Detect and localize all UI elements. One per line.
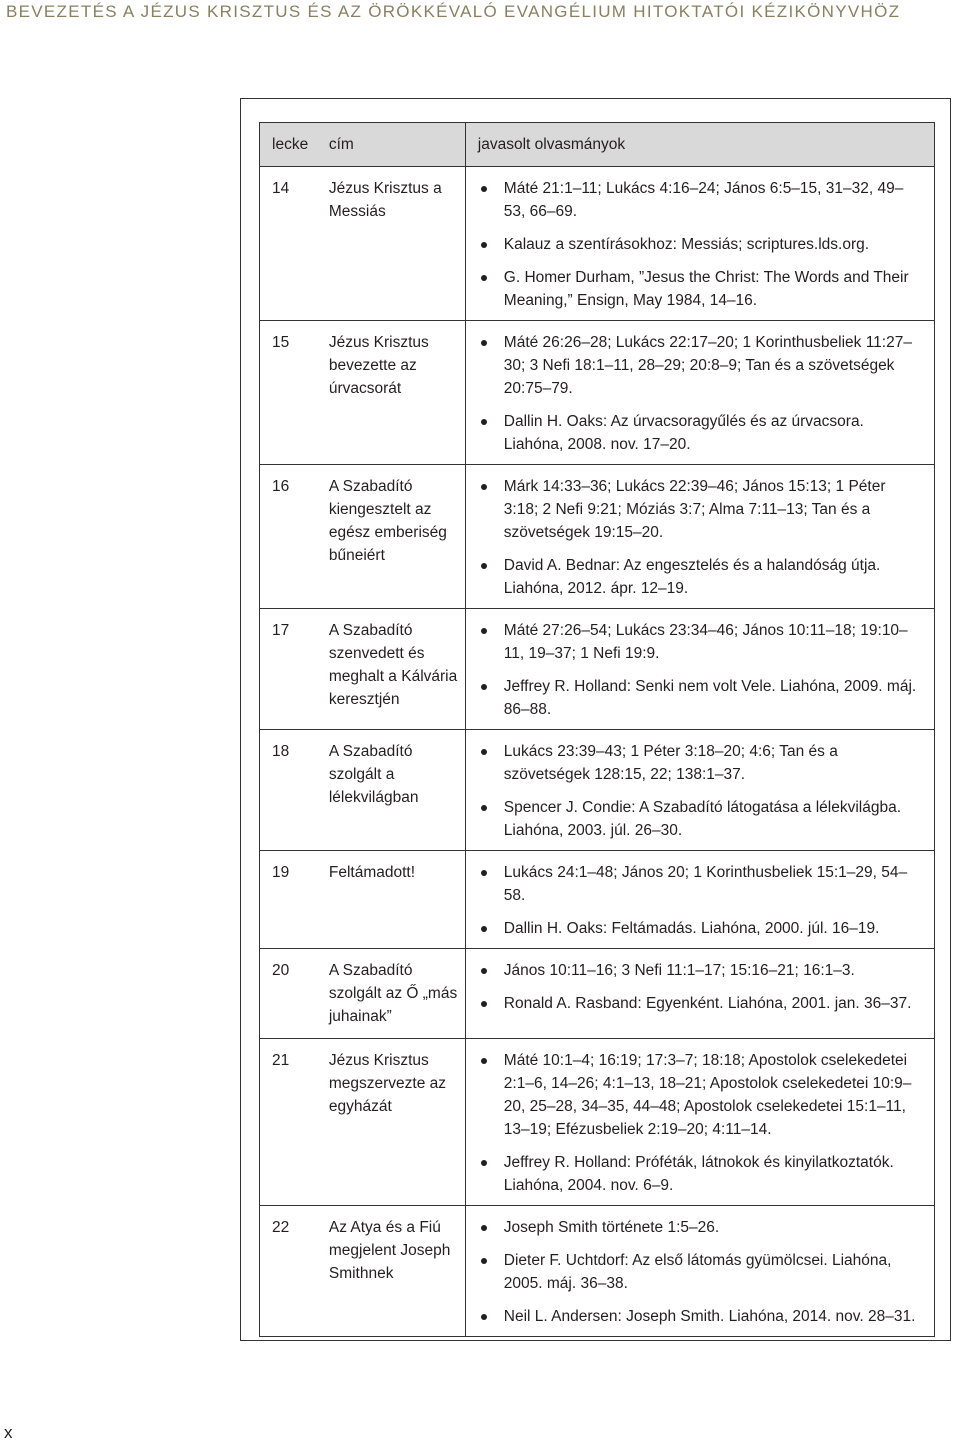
reading-item (478, 475, 924, 544)
table-row (260, 851, 935, 949)
readings-list (478, 959, 924, 1015)
lesson-title: A Szabadító szolgált a lélekvilágban (329, 730, 465, 851)
reading-item (478, 959, 924, 982)
bullet-icon (481, 628, 487, 634)
lesson-number: 21 (260, 1039, 329, 1206)
reading-item (478, 675, 924, 721)
reading-item (478, 861, 924, 907)
reading-item (478, 992, 924, 1015)
reading-item (478, 410, 924, 456)
reading-text: Máté 10:1–4; 16:19; 17:3–7; 18:18; Apostolok cselekedetei 2:1–6, 14–26; 4:1–13, 18–21; Apostolok cselekedetei 10:9–20, 25–28, 34–35, 44–48; Apostolok cselekedetei 15:1–11, 13–19; Efézusbeliek 2:19–20; 4:11–14. (503, 1052, 912, 1138)
lesson-number: 22 (260, 1206, 329, 1337)
reading-text: Spencer J. Condie: A Szabadító látogatása a lélekvilágba. Liahóna, 2003. júl. 26–30. (503, 799, 902, 839)
readings-list (478, 177, 924, 312)
readings-list (478, 619, 924, 721)
reading-item (478, 1151, 924, 1197)
table-row (260, 1039, 935, 1206)
reading-text: Jeffrey R. Holland: Senki nem volt Vele. Liahóna, 2009. máj. 86–88. (503, 678, 917, 718)
reading-text: Kalauz a szentírásokhoz: Messiás; scriptures.lds.org. (503, 236, 870, 253)
lesson-readings (465, 851, 934, 949)
reading-text: Lukács 24:1–48; János 20; 1 Korinthusbeliek 15:1–29, 54–58. (503, 864, 908, 904)
reading-text: Ronald A. Rasband: Egyenként. Liahóna, 2001. jan. 36–37. (503, 995, 912, 1012)
bullet-icon (481, 186, 487, 192)
lesson-number: 16 (260, 465, 329, 609)
lesson-title: Jézus Krisztus a Messiás (329, 167, 465, 321)
bullet-icon (481, 484, 487, 490)
lesson-readings (465, 609, 934, 730)
reading-item (478, 1216, 924, 1239)
reading-text: Máté 21:1–11; Lukács 4:16–24; János 6:5–15, 31–32, 49–53, 66–69. (503, 180, 904, 220)
reading-item (478, 917, 924, 940)
column-header-title: cím (329, 123, 465, 167)
lesson-readings (465, 465, 934, 609)
reading-text: János 10:11–16; 3 Nefi 11:1–17; 15:16–21; 16:1–3. (503, 962, 855, 979)
bullet-icon (481, 926, 487, 932)
lesson-readings (465, 1039, 934, 1206)
table-header-row (260, 123, 935, 167)
reading-item (478, 796, 924, 842)
reading-table (259, 122, 935, 1337)
lesson-number: 19 (260, 851, 329, 949)
readings-list (478, 1049, 924, 1197)
reading-text: Dieter F. Uchtdorf: Az első látomás gyümölcsei. Liahóna, 2005. máj. 36–38. (503, 1252, 892, 1292)
lesson-readings (465, 949, 934, 1039)
reading-text: Márk 14:33–36; Lukács 22:39–46; János 15:13; 1 Péter 3:18; 2 Nefi 9:21; Móziás 3:7; Alma 7:11–13; Tan és a szövetségek 19:15–20. (503, 478, 886, 541)
lesson-readings (465, 321, 934, 465)
reading-item (478, 1049, 924, 1141)
lesson-title: Az Atya és a Fiú megjelent Joseph Smithnek (329, 1206, 465, 1337)
reading-text: Dallin H. Oaks: Feltámadás. Liahóna, 2000. júl. 16–19. (503, 920, 880, 937)
lesson-number: 20 (260, 949, 329, 1039)
reading-item (478, 619, 924, 665)
reading-item (478, 331, 924, 400)
table-row (260, 730, 935, 851)
reading-text: Jeffrey R. Holland: Próféták, látnokok és kinyilatkoztatók. Liahóna, 2004. nov. 6–9. (503, 1154, 894, 1194)
bullet-icon (481, 870, 487, 876)
column-header-lesson: lecke (260, 123, 329, 167)
reading-text: David A. Bednar: Az engesztelés és a halandóság útja. Liahóna, 2012. ápr. 12–19. (503, 557, 881, 597)
running-header: BEVEZETÉS A JÉZUS KRISZTUS ÉS AZ ÖRÖKKÉVALÓ EVANGÉLIUM HITOKTATÓI KÉZIKÖNYVHÖZ (6, 2, 901, 21)
lesson-readings (465, 1206, 934, 1337)
bullet-icon (481, 805, 487, 811)
column-header-readings: javasolt olvasmányok (465, 123, 934, 167)
page-number: x (4, 1423, 13, 1442)
reading-text: G. Homer Durham, ”Jesus the Christ: The Words and Their Meaning,” Ensign, May 1984, 14–16. (503, 269, 909, 309)
reading-item (478, 554, 924, 600)
readings-list (478, 861, 924, 940)
reading-text: Máté 27:26–54; Lukács 23:34–46; János 10:11–18; 19:10–11, 19–37; 1 Nefi 19:9. (503, 622, 908, 662)
bullet-icon (481, 242, 487, 248)
bullet-icon (481, 340, 487, 346)
lesson-title: A Szabadító szenvedett és meghalt a Kálvária keresztjén (329, 609, 465, 730)
table-row (260, 465, 935, 609)
bullet-icon (481, 563, 487, 569)
reading-text: Dallin H. Oaks: Az úrvacsoragyűlés és az úrvacsora. Liahóna, 2008. nov. 17–20. (503, 413, 864, 453)
readings-list (478, 1216, 924, 1328)
table-row (260, 949, 935, 1039)
table-body (260, 167, 935, 1337)
bullet-icon (481, 1058, 487, 1064)
bullet-icon (481, 1160, 487, 1166)
table-row (260, 1206, 935, 1337)
bullet-icon (481, 1225, 487, 1231)
reading-text: Neil L. Andersen: Joseph Smith. Liahóna, 2014. nov. 28–31. (503, 1308, 916, 1325)
lesson-readings (465, 730, 934, 851)
reading-item (478, 177, 924, 223)
lesson-number: 14 (260, 167, 329, 321)
lesson-number: 15 (260, 321, 329, 465)
lesson-title: Jézus Krisztus bevezette az úrvacsorát (329, 321, 465, 465)
lesson-title: Jézus Krisztus megszervezte az egyházát (329, 1039, 465, 1206)
bullet-icon (481, 684, 487, 690)
readings-list (478, 475, 924, 600)
bullet-icon (481, 1001, 487, 1007)
lesson-title: Feltámadott! (329, 851, 465, 949)
reading-item (478, 1305, 924, 1328)
bullet-icon (481, 419, 487, 425)
reading-item (478, 233, 924, 256)
reading-text: Máté 26:26–28; Lukács 22:17–20; 1 Korinthusbeliek 11:27–30; 3 Nefi 18:1–11, 28–29; 20:8–9; Tan és a szövetségek 20:75–79. (503, 334, 912, 397)
table-row (260, 167, 935, 321)
bullet-icon (481, 749, 487, 755)
lesson-number: 18 (260, 730, 329, 851)
bullet-icon (481, 1258, 487, 1264)
reading-text: Joseph Smith története 1:5–26. (503, 1219, 720, 1236)
reading-item (478, 1249, 924, 1295)
bullet-icon (481, 275, 487, 281)
readings-list (478, 740, 924, 842)
lesson-title: A Szabadító szolgált az Ő „más juhainak” (329, 949, 465, 1039)
bullet-icon (481, 1314, 487, 1320)
reading-item (478, 266, 924, 312)
lesson-title: A Szabadító kiengesztelt az egész emberiség bűneiért (329, 465, 465, 609)
table-row (260, 321, 935, 465)
table-row (260, 609, 935, 730)
reading-text: Lukács 23:39–43; 1 Péter 3:18–20; 4:6; Tan és a szövetségek 128:15, 22; 138:1–37. (503, 743, 838, 783)
reading-item (478, 740, 924, 786)
lesson-readings (465, 167, 934, 321)
bullet-icon (481, 968, 487, 974)
readings-list (478, 331, 924, 456)
lesson-number: 17 (260, 609, 329, 730)
